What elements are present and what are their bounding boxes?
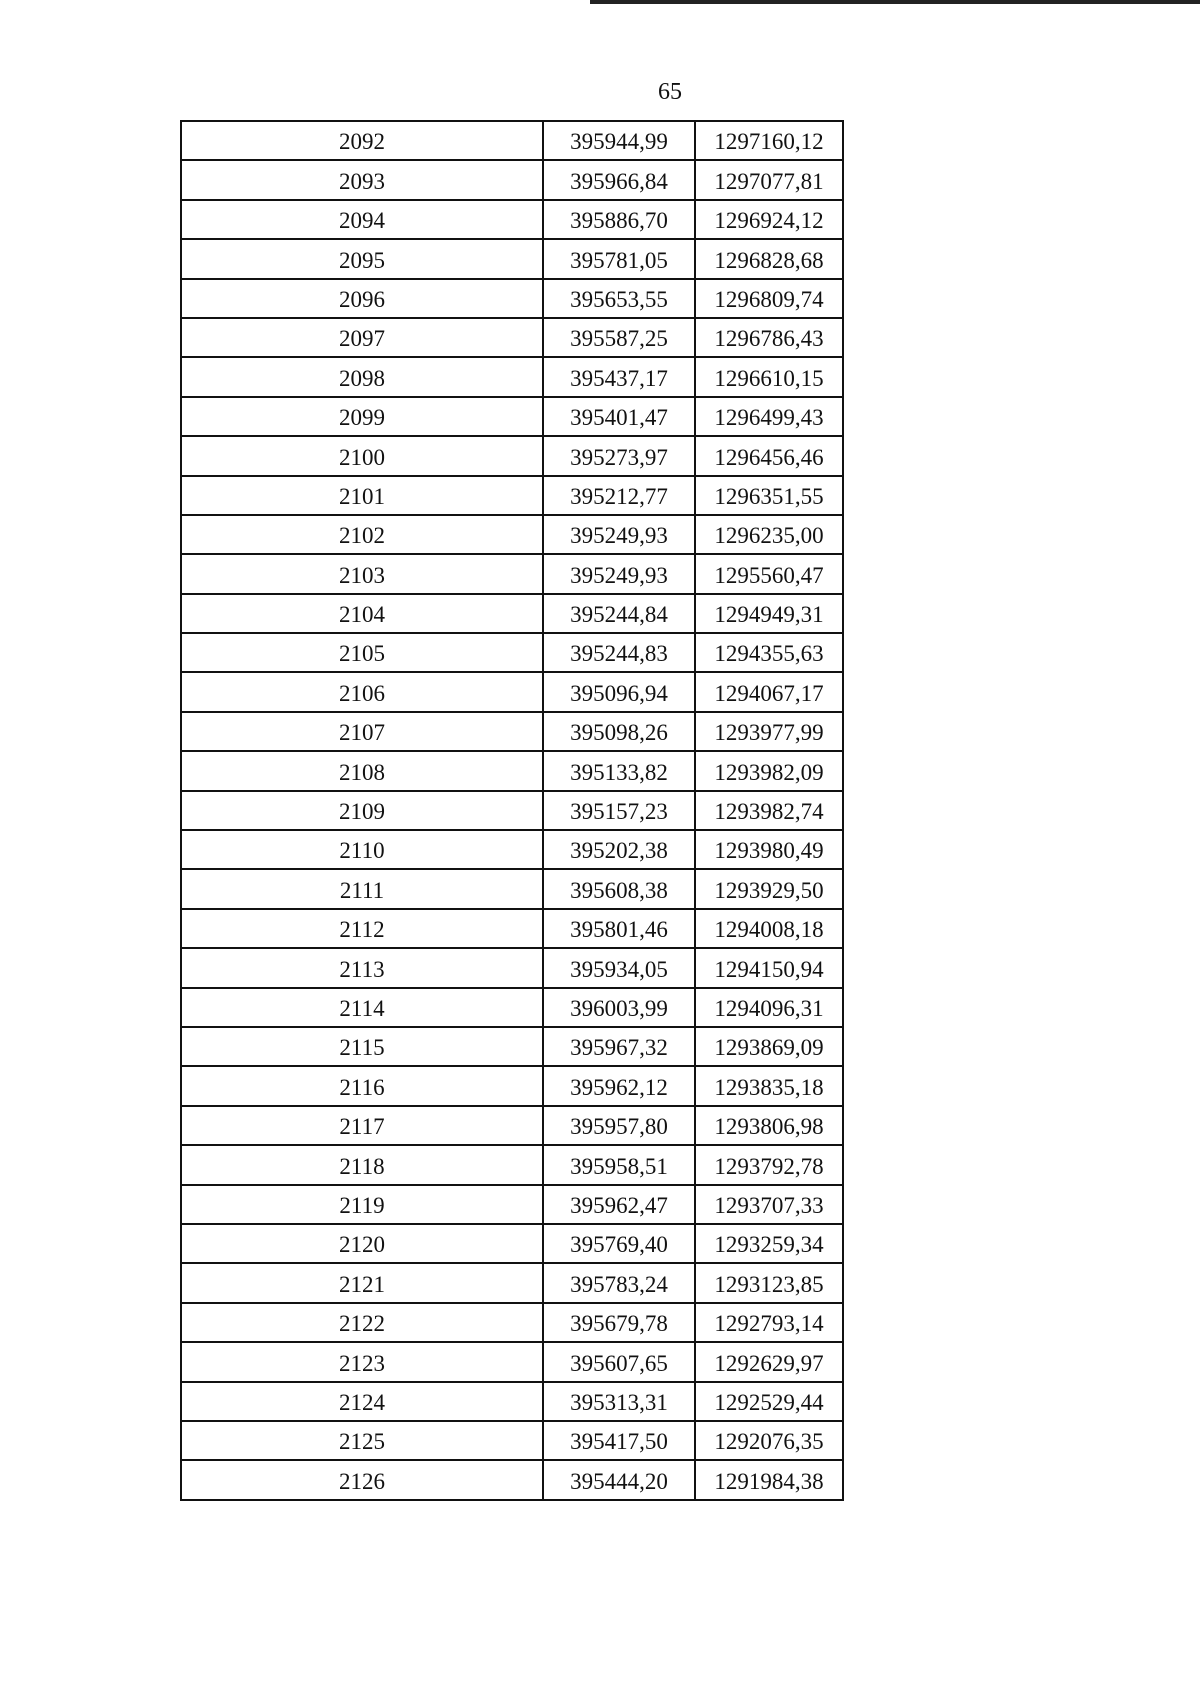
y-coordinate-cell: 1293806,98 <box>695 1106 843 1145</box>
point-number-cell: 2096 <box>181 279 543 318</box>
page-number: 65 <box>658 79 682 105</box>
point-number-cell: 2125 <box>181 1421 543 1460</box>
y-coordinate-cell: 1296924,12 <box>695 200 843 239</box>
y-coordinate-cell: 1297160,12 <box>695 121 843 160</box>
y-coordinate-cell: 1296351,55 <box>695 476 843 515</box>
y-coordinate-cell: 1293835,18 <box>695 1066 843 1105</box>
point-number-cell: 2126 <box>181 1460 543 1499</box>
y-coordinate-cell: 1293929,50 <box>695 869 843 908</box>
y-coordinate-cell: 1296456,46 <box>695 436 843 475</box>
coordinates-table-body <box>181 121 843 1500</box>
y-coordinate-cell: 1296610,15 <box>695 357 843 396</box>
point-number-cell: 2123 <box>181 1342 543 1381</box>
x-coordinate-cell: 395587,25 <box>543 318 695 357</box>
point-number-cell: 2110 <box>181 830 543 869</box>
y-coordinate-cell: 1293792,78 <box>695 1145 843 1184</box>
point-number-cell: 2124 <box>181 1382 543 1421</box>
y-coordinate-cell: 1292076,35 <box>695 1421 843 1460</box>
point-number-cell: 2108 <box>181 751 543 790</box>
x-coordinate-cell: 395653,55 <box>543 279 695 318</box>
point-number-cell: 2100 <box>181 436 543 475</box>
table-row <box>181 988 843 1027</box>
table-row <box>181 1263 843 1302</box>
x-coordinate-cell: 395157,23 <box>543 791 695 830</box>
x-coordinate-cell: 395444,20 <box>543 1460 695 1499</box>
table-row <box>181 948 843 987</box>
table-row <box>181 279 843 318</box>
x-coordinate-cell: 395608,38 <box>543 869 695 908</box>
x-coordinate-cell: 395801,46 <box>543 909 695 948</box>
point-number-cell: 2103 <box>181 554 543 593</box>
x-coordinate-cell: 395133,82 <box>543 751 695 790</box>
x-coordinate-cell: 395958,51 <box>543 1145 695 1184</box>
table-row <box>181 1185 843 1224</box>
point-number-cell: 2099 <box>181 397 543 436</box>
y-coordinate-cell: 1294067,17 <box>695 672 843 711</box>
x-coordinate-cell: 395966,84 <box>543 160 695 199</box>
y-coordinate-cell: 1294355,63 <box>695 633 843 672</box>
y-coordinate-cell: 1293259,34 <box>695 1224 843 1263</box>
x-coordinate-cell: 395096,94 <box>543 672 695 711</box>
point-number-cell: 2107 <box>181 712 543 751</box>
table-row <box>181 200 843 239</box>
x-coordinate-cell: 395202,38 <box>543 830 695 869</box>
x-coordinate-cell: 395962,12 <box>543 1066 695 1105</box>
point-number-cell: 2113 <box>181 948 543 987</box>
table-row <box>181 436 843 475</box>
point-number-cell: 2106 <box>181 672 543 711</box>
point-number-cell: 2104 <box>181 594 543 633</box>
table-row <box>181 357 843 396</box>
table-row <box>181 672 843 711</box>
table-row <box>181 160 843 199</box>
table-row <box>181 121 843 160</box>
table-row <box>181 1106 843 1145</box>
table-row <box>181 476 843 515</box>
x-coordinate-cell: 395783,24 <box>543 1263 695 1302</box>
x-coordinate-cell: 395313,31 <box>543 1382 695 1421</box>
y-coordinate-cell: 1292529,44 <box>695 1382 843 1421</box>
x-coordinate-cell: 395607,65 <box>543 1342 695 1381</box>
point-number-cell: 2122 <box>181 1303 543 1342</box>
x-coordinate-cell: 395417,50 <box>543 1421 695 1460</box>
point-number-cell: 2102 <box>181 515 543 554</box>
x-coordinate-cell: 395437,17 <box>543 357 695 396</box>
point-number-cell: 2111 <box>181 869 543 908</box>
table-row <box>181 515 843 554</box>
table-row <box>181 830 843 869</box>
point-number-cell: 2121 <box>181 1263 543 1302</box>
point-number-cell: 2098 <box>181 357 543 396</box>
table-row <box>181 554 843 593</box>
x-coordinate-cell: 395944,99 <box>543 121 695 160</box>
y-coordinate-cell: 1297077,81 <box>695 160 843 199</box>
table-row <box>181 1027 843 1066</box>
x-coordinate-cell: 395098,26 <box>543 712 695 751</box>
y-coordinate-cell: 1294008,18 <box>695 909 843 948</box>
y-coordinate-cell: 1292793,14 <box>695 1303 843 1342</box>
point-number-cell: 2114 <box>181 988 543 1027</box>
y-coordinate-cell: 1293982,09 <box>695 751 843 790</box>
table-row <box>181 751 843 790</box>
x-coordinate-cell: 396003,99 <box>543 988 695 1027</box>
table-row <box>181 239 843 278</box>
point-number-cell: 2097 <box>181 318 543 357</box>
x-coordinate-cell: 395769,40 <box>543 1224 695 1263</box>
point-number-cell: 2092 <box>181 121 543 160</box>
top-rule <box>590 0 1200 4</box>
x-coordinate-cell: 395244,84 <box>543 594 695 633</box>
y-coordinate-cell: 1295560,47 <box>695 554 843 593</box>
point-number-cell: 2112 <box>181 909 543 948</box>
point-number-cell: 2101 <box>181 476 543 515</box>
x-coordinate-cell: 395781,05 <box>543 239 695 278</box>
point-number-cell: 2116 <box>181 1066 543 1105</box>
x-coordinate-cell: 395934,05 <box>543 948 695 987</box>
coordinates-table <box>180 120 844 1501</box>
y-coordinate-cell: 1293869,09 <box>695 1027 843 1066</box>
y-coordinate-cell: 1296809,74 <box>695 279 843 318</box>
table-row <box>181 594 843 633</box>
point-number-cell: 2119 <box>181 1185 543 1224</box>
x-coordinate-cell: 395962,47 <box>543 1185 695 1224</box>
y-coordinate-cell: 1296235,00 <box>695 515 843 554</box>
table-row <box>181 397 843 436</box>
x-coordinate-cell: 395244,83 <box>543 633 695 672</box>
x-coordinate-cell: 395886,70 <box>543 200 695 239</box>
y-coordinate-cell: 1292629,97 <box>695 1342 843 1381</box>
point-number-cell: 2093 <box>181 160 543 199</box>
table-row <box>181 633 843 672</box>
table-row <box>181 1342 843 1381</box>
x-coordinate-cell: 395401,47 <box>543 397 695 436</box>
table-row <box>181 318 843 357</box>
table-row <box>181 1303 843 1342</box>
table-row <box>181 712 843 751</box>
y-coordinate-cell: 1294949,31 <box>695 594 843 633</box>
y-coordinate-cell: 1296499,43 <box>695 397 843 436</box>
point-number-cell: 2105 <box>181 633 543 672</box>
point-number-cell: 2120 <box>181 1224 543 1263</box>
x-coordinate-cell: 395249,93 <box>543 554 695 593</box>
table-row <box>181 1460 843 1499</box>
point-number-cell: 2095 <box>181 239 543 278</box>
point-number-cell: 2118 <box>181 1145 543 1184</box>
y-coordinate-cell: 1293982,74 <box>695 791 843 830</box>
y-coordinate-cell: 1293977,99 <box>695 712 843 751</box>
y-coordinate-cell: 1296828,68 <box>695 239 843 278</box>
point-number-cell: 2117 <box>181 1106 543 1145</box>
table-row <box>181 1224 843 1263</box>
y-coordinate-cell: 1293123,85 <box>695 1263 843 1302</box>
point-number-cell: 2109 <box>181 791 543 830</box>
table-row <box>181 869 843 908</box>
x-coordinate-cell: 395957,80 <box>543 1106 695 1145</box>
x-coordinate-cell: 395967,32 <box>543 1027 695 1066</box>
y-coordinate-cell: 1294150,94 <box>695 948 843 987</box>
table-row <box>181 1382 843 1421</box>
x-coordinate-cell: 395249,93 <box>543 515 695 554</box>
table-row <box>181 791 843 830</box>
table-row <box>181 1066 843 1105</box>
y-coordinate-cell: 1293707,33 <box>695 1185 843 1224</box>
table-row <box>181 909 843 948</box>
x-coordinate-cell: 395679,78 <box>543 1303 695 1342</box>
x-coordinate-cell: 395212,77 <box>543 476 695 515</box>
y-coordinate-cell: 1296786,43 <box>695 318 843 357</box>
x-coordinate-cell: 395273,97 <box>543 436 695 475</box>
table-row <box>181 1421 843 1460</box>
y-coordinate-cell: 1294096,31 <box>695 988 843 1027</box>
y-coordinate-cell: 1293980,49 <box>695 830 843 869</box>
table-row <box>181 1145 843 1184</box>
point-number-cell: 2094 <box>181 200 543 239</box>
point-number-cell: 2115 <box>181 1027 543 1066</box>
y-coordinate-cell: 1291984,38 <box>695 1460 843 1499</box>
